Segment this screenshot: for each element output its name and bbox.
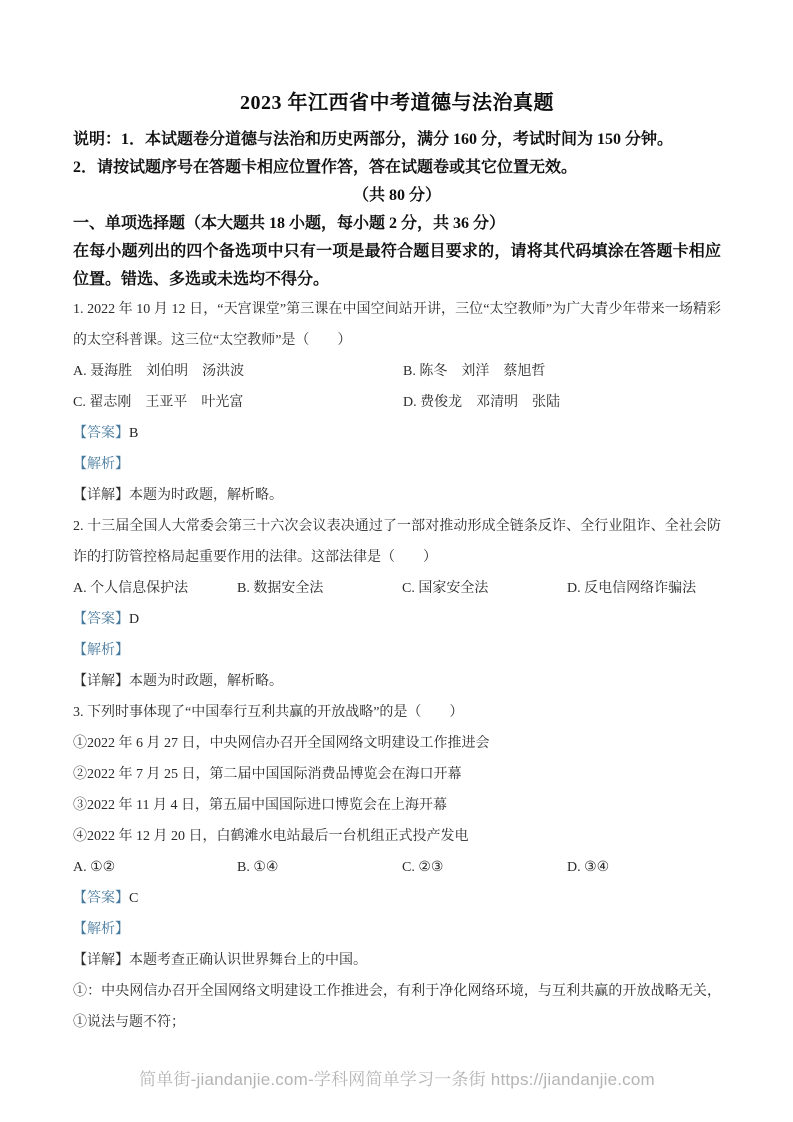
detail-line: 【详解】本题为时政题，解析略。 xyxy=(73,488,283,503)
answer-label: 【答案】 xyxy=(73,612,129,627)
answer-label: 【答案】 xyxy=(73,891,129,906)
exam-note-line-2: 2．请按试题序号在答题卡相应位置作答，答在试题卷或其它位置无效。 xyxy=(73,159,578,176)
analysis-line xyxy=(73,449,721,480)
option-b: B. ①④ xyxy=(237,860,279,875)
option-c: C. 国家安全法 xyxy=(402,581,489,596)
question-stem: 3. 下列时事体现了“中国奉行互利共赢的开放战略”的是（ ） xyxy=(73,705,464,720)
answer-value: C xyxy=(129,891,139,906)
question-stem: 2. 十三届全国人大常委会第三十六次会议表决通过了一部对推动形成全链条反诈、全行业阻诈、全社会防诈的打防管控格局起重要作用的法律。这部法律是（ ） xyxy=(73,519,721,565)
question-block-3 xyxy=(73,697,721,1038)
analysis-label: 【解析】 xyxy=(73,922,129,937)
option-a: A. ①② xyxy=(73,860,116,875)
answer-value: D xyxy=(129,612,140,627)
option-row xyxy=(73,387,721,418)
option-d: D. 费俊龙 邓清明 张陆 xyxy=(403,395,561,410)
option-row xyxy=(73,852,721,883)
score-note: （共 80 分） xyxy=(352,187,441,204)
option-c: C. ②③ xyxy=(402,860,444,875)
statement-item-2: ②2022 年 7 月 25 日，第二届中国国际消费品博览会在海口开幕 xyxy=(73,767,462,782)
option-c: C. 翟志刚 王亚平 叶光富 xyxy=(73,395,244,410)
question-block-1 xyxy=(73,294,721,511)
option-a: A. 个人信息保护法 xyxy=(73,581,189,596)
analysis-line xyxy=(73,635,721,666)
footer-watermark: 简单街-jiandanjie.com-学科网简单学习一条街 https://jiandanjie.com xyxy=(139,1070,655,1089)
answer-line xyxy=(73,418,721,449)
analysis-label: 【解析】 xyxy=(73,457,129,472)
analysis-label: 【解析】 xyxy=(73,643,129,658)
question-block-2 xyxy=(73,511,721,697)
answer-line xyxy=(73,604,721,635)
option-b: B. 陈冬 刘洋 蔡旭哲 xyxy=(403,364,546,379)
detail-line: 【详解】本题考查正确认识世界舞台上的中国。 xyxy=(73,953,367,968)
exam-note-line-1: 说明：1．本试题卷分道德与法治和历史两部分，满分 160 分，考试时间为 150 分钟。 xyxy=(73,131,674,148)
analysis-line xyxy=(73,914,721,945)
exam-notes xyxy=(73,126,721,182)
option-a: A. 聂海胜 刘伯明 汤洪波 xyxy=(73,364,245,379)
detail-line: 【详解】本题为时政题，解析略。 xyxy=(73,674,283,689)
statement-item-3: ③2022 年 11 月 4 日，第五届中国国际进口博览会在上海开幕 xyxy=(73,798,447,813)
section-instructions: 在每小题列出的四个备选项中只有一项是最符合题目要求的，请将其代码填涂在答题卡相应位置。错选、多选或未选均不得分。 xyxy=(73,243,721,288)
answer-label: 【答案】 xyxy=(73,426,129,441)
option-b: B. 数据安全法 xyxy=(237,581,324,596)
page-title: 2023 年江西省中考道德与法治真题 xyxy=(240,92,554,114)
statement-item-1: ①2022 年 6 月 27 日，中央网信办召开全国网络文明建设工作推进会 xyxy=(73,736,490,751)
answer-value: B xyxy=(129,426,139,441)
option-row xyxy=(73,356,721,387)
detail-extra-line: ①：中央网信办召开全国网络文明建设工作推进会，有利于净化网络环境，与互利共赢的开放战略无关，①说法与题不符； xyxy=(73,984,721,1030)
section-heading: 一、单项选择题（本大题共 18 小题，每小题 2 分，共 36 分） xyxy=(73,215,506,232)
answer-line xyxy=(73,883,721,914)
option-d: D. ③④ xyxy=(567,860,610,875)
question-stem: 1. 2022 年 10 月 12 日，“天宫课堂”第三课在中国空间站开讲，三位“太空教师”为广大青少年带来一场精彩的太空科普课。这三位“太空教师”是（ ） xyxy=(73,302,721,348)
statement-item-4: ④2022 年 12 月 20 日，白鹤滩水电站最后一台机组正式投产发电 xyxy=(73,829,469,844)
option-d: D. 反电信网络诈骗法 xyxy=(567,581,697,596)
option-row xyxy=(73,573,721,604)
